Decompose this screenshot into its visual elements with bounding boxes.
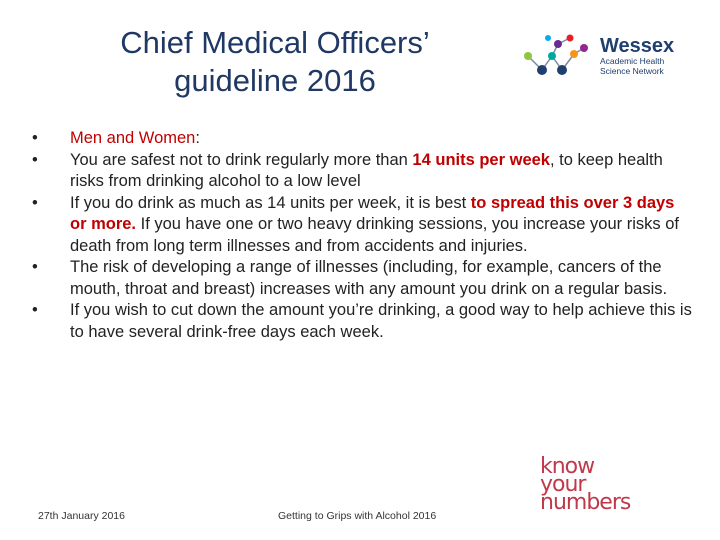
title-line-1: Chief Medical Officers’ [120,25,430,60]
bullet-text: If you have one or two heavy drinking sessions, you increase your risks of death from long term illnesses and from accidents and injuries. [70,215,679,255]
bullet-marker: • [32,258,38,276]
bullet-text: 14 units per week [412,150,550,169]
bullet-marker: • [32,150,38,169]
bullet-marker: • [32,301,38,319]
bullet-item [32,257,692,300]
logo-sub-line-1: Academic Health [600,56,665,66]
footer-title: Getting to Grips with Alcohol 2016 [278,510,437,522]
guideline-bullet-list [32,128,692,343]
badge-line-3: numbers [540,490,631,515]
bullet-marker: • [32,193,38,212]
bullet-marker: • [32,129,38,147]
slide-title [80,24,470,100]
bullet-text: The risk of developing a range of illnesses (including, for example, cancers of the mouth, throat and breast) increases with any amount you drink on a regular basis. [70,258,668,298]
network-dots-icon [518,26,596,82]
bullet-text: to spread this over 3 days or more. [70,193,675,233]
bullet-text: Men and Women [70,129,196,147]
logo-name: Wessex [600,35,675,57]
bullet-text: You are safest not to drink regularly more than [70,150,413,169]
footer-date: 27th January 2016 [38,510,125,522]
bullet-text: , to keep health risks from drinking alcohol to a low level [70,150,663,190]
know-your-numbers-badge [540,454,690,518]
bullet-item [32,300,692,343]
badge-line-2: your [540,472,586,497]
bullet-item [32,193,692,258]
bullet-text: : [195,129,200,147]
bullet-item [32,128,692,150]
badge-line-1: know [540,454,595,479]
logo-sub-line-2: Science Network [600,66,664,76]
wessex-logo [518,26,688,86]
title-line-2: guideline 2016 [174,63,376,98]
bullet-text: If you do drink as much as 14 units per week, it is best [70,193,471,212]
bullet-item [32,150,692,193]
bullet-text: If you wish to cut down the amount you’re drinking, a good way to help achieve this is to have several drink-free days each week. [70,301,692,341]
